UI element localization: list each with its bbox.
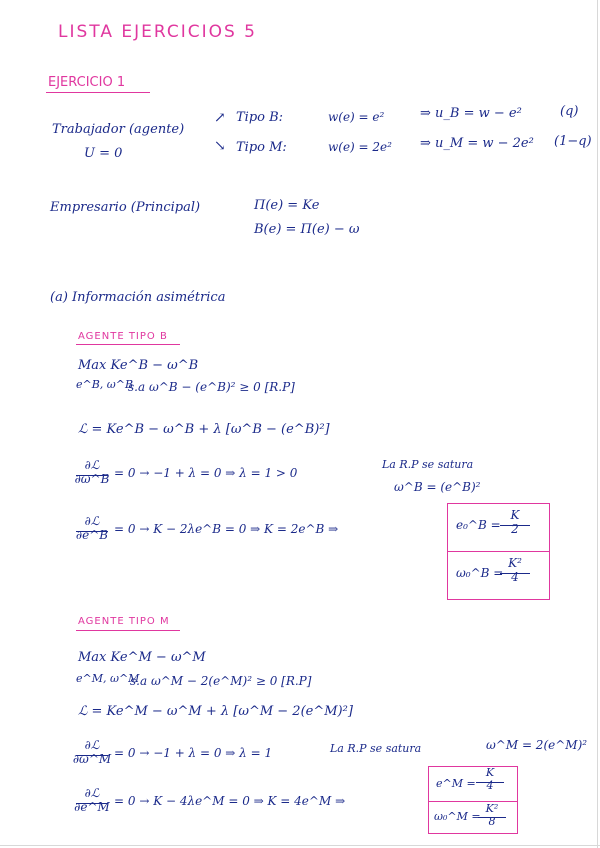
page-edge-right xyxy=(597,0,598,848)
part-a-heading: (a) Información asimétrica xyxy=(50,290,226,305)
agent-m-foc1-derivative xyxy=(72,738,112,766)
agent-b-wage-value xyxy=(500,556,530,584)
agent-b-rp-eq: ω^B = (e^B)² xyxy=(394,480,481,494)
agent-m-foc1-fraction-bar xyxy=(76,755,108,756)
agent-b-foc2-fraction-bar xyxy=(76,531,108,532)
agent-m-foc2-fraction-bar xyxy=(76,803,108,804)
agent-m-wage-value xyxy=(478,802,506,828)
branch-up-icon: ↗ xyxy=(214,110,226,126)
agent-b-foc1-derivative xyxy=(72,458,112,486)
type-b-utility: ⇒ u_B = w − e² xyxy=(420,106,522,121)
agent-m-wage-lhs: ω₀^M = xyxy=(434,810,481,823)
agent-b-foc1-den: ∂ω^B xyxy=(74,472,110,486)
type-b-prob: (q) xyxy=(560,104,579,119)
agent-m-foc1: = 0 → −1 + λ = 0 ⇒ λ = 1 xyxy=(114,746,273,760)
agent-m-heading-underline xyxy=(76,630,180,631)
agent-b-effort-lhs: e₀^B = xyxy=(456,518,501,532)
agent-b-foc2: = 0 → K − 2λe^B = 0 ⇒ K = 2e^B ⇒ xyxy=(114,522,339,536)
type-m-utility: ⇒ u_M = w − 2e² xyxy=(420,136,534,151)
agent-m-effort-bar xyxy=(476,782,504,783)
agent-m-foc2-den: ∂e^M xyxy=(74,800,110,814)
agent-b-wage-den: 4 xyxy=(511,570,519,584)
agent-m-choice-vars: e^M, ω^M xyxy=(76,672,140,685)
employer-label: Empresario (Principal) xyxy=(50,200,201,215)
agent-b-foc2-derivative xyxy=(72,514,112,542)
agent-b-effort-bar xyxy=(500,525,530,526)
agent-m-constraint: s.a ω^M − 2(e^M)² ≥ 0 [R.P] xyxy=(130,674,312,688)
agent-b-wage-lhs: ω₀^B = xyxy=(456,566,504,580)
type-m-wage: w(e) = 2e² xyxy=(328,140,392,154)
type-m-prob: (1−q) xyxy=(554,134,592,149)
type-m-label: Tipo M: xyxy=(236,140,287,155)
agent-m-wage-bar xyxy=(478,817,506,818)
agent-m-wage-num: K² xyxy=(485,802,499,815)
agent-m-wage-den: 8 xyxy=(488,815,496,828)
type-b-label: Tipo B: xyxy=(236,110,284,125)
agent-b-choice-vars: e^B, ω^B xyxy=(76,378,134,391)
type-b-wage: w(e) = e² xyxy=(328,110,385,124)
branch-down-icon: ↘ xyxy=(214,138,226,154)
agent-m-effort-den: 4 xyxy=(486,779,494,792)
employer-benefit: B(e) = Π(e) − ω xyxy=(254,222,360,237)
agent-m-foc1-den: ∂ω^M xyxy=(72,752,112,766)
agent-b-effort-den: 2 xyxy=(511,522,519,536)
agent-m-effort-lhs: e^M = xyxy=(436,777,476,790)
worker-label: Trabajador (agente) xyxy=(52,122,185,137)
agent-m-foc2: = 0 → K − 4λe^M = 0 ⇒ K = 4e^M ⇒ xyxy=(114,794,346,808)
agent-b-constraint: s.a ω^B − (e^B)² ≥ 0 [R.P] xyxy=(128,380,295,394)
agent-m-foc1-num: ∂ℒ xyxy=(84,738,100,752)
agent-b-heading: AGENTE TIPO B xyxy=(78,331,168,342)
agent-b-foc1-num: ∂ℒ xyxy=(84,458,100,472)
page-title: LISTA EJERCICIOS 5 xyxy=(58,22,257,42)
agent-b-foc2-den: ∂e^B xyxy=(75,528,109,542)
agent-m-lagrangian: ℒ = Ke^M − ω^M + λ [ω^M − 2(e^M)²] xyxy=(78,704,353,719)
agent-b-wage-num: K² xyxy=(508,556,522,570)
agent-b-foc2-num: ∂ℒ xyxy=(84,514,100,528)
agent-b-lagrangian: ℒ = Ke^B − ω^B + λ [ω^B − (e^B)²] xyxy=(78,422,330,437)
agent-b-rp-note: La R.P se satura xyxy=(382,458,474,471)
agent-m-rp-eq: ω^M = 2(e^M)² xyxy=(486,738,588,752)
exercise-heading-underline xyxy=(46,92,150,93)
agent-m-foc2-derivative xyxy=(72,786,112,814)
page-edge-bottom xyxy=(0,845,600,846)
agent-m-rp-note: La R.P se satura xyxy=(330,742,422,755)
agent-b-foc1: = 0 → −1 + λ = 0 ⇒ λ = 1 > 0 xyxy=(114,466,298,480)
agent-b-result-separator xyxy=(447,551,550,552)
agent-b-effort-num: K xyxy=(510,508,520,522)
agent-m-objective: Max Ke^M − ω^M xyxy=(78,650,206,665)
agent-m-foc2-num: ∂ℒ xyxy=(84,786,100,800)
agent-m-effort-num: K xyxy=(485,766,495,779)
agent-m-effort-value xyxy=(476,766,504,792)
exercise-heading: EJERCICIO 1 xyxy=(48,75,126,90)
agent-b-foc1-fraction-bar xyxy=(76,475,108,476)
agent-m-heading: AGENTE TIPO M xyxy=(78,616,170,627)
agent-b-heading-underline xyxy=(76,344,180,345)
agent-b-objective: Max Ke^B − ω^B xyxy=(78,358,199,373)
employer-profit: Π(e) = Ke xyxy=(254,198,320,213)
agent-b-wage-bar xyxy=(500,573,530,574)
agent-b-effort-value xyxy=(500,508,530,536)
worker-reservation: U = 0 xyxy=(84,146,123,161)
